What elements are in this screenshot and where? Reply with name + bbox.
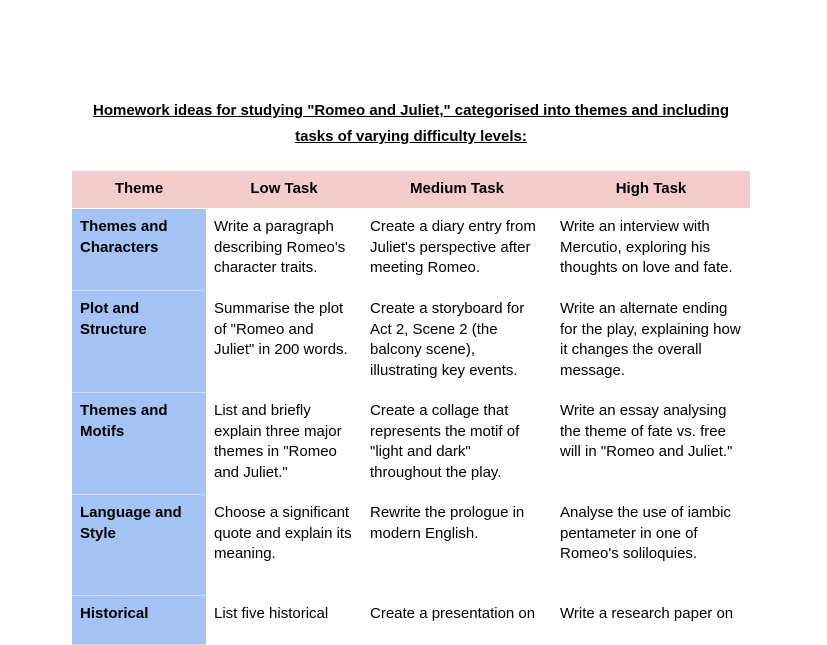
low-task-cell: Choose a significant quote and explain its meaning. <box>206 495 362 596</box>
header-theme: Theme <box>72 171 206 209</box>
theme-cell: Themes and Characters <box>72 209 206 291</box>
medium-task-cell: Create a presentation on <box>362 596 552 645</box>
medium-task-cell: Rewrite the prologue in modern English. <box>362 495 552 596</box>
high-task-cell: Write a research paper on <box>552 596 750 645</box>
table-row <box>72 291 750 393</box>
theme-cell: Language and Style <box>72 495 206 596</box>
low-task-cell: Summarise the plot of "Romeo and Juliet" in 200 words. <box>206 291 362 393</box>
table-row <box>72 596 750 645</box>
header-high-task: High Task <box>552 171 750 209</box>
high-task-cell: Write an alternate ending for the play, explaining how it changes the overall message. <box>552 291 750 393</box>
header-medium-task: Medium Task <box>362 171 552 209</box>
homework-table <box>72 171 750 645</box>
high-task-cell: Analyse the use of iambic pentameter in one of Romeo's soliloquies. <box>552 495 750 596</box>
table-row <box>72 209 750 291</box>
document-title: Homework ideas for studying "Romeo and Juliet," categorised into themes and including tasks of varying difficulty levels: <box>93 102 729 145</box>
header-low-task: Low Task <box>206 171 362 209</box>
low-task-cell: List five historical <box>206 596 362 645</box>
medium-task-cell: Create a collage that represents the motif of "light and dark" throughout the play. <box>362 393 552 495</box>
medium-task-cell: Create a diary entry from Juliet's perspective after meeting Romeo. <box>362 209 552 291</box>
medium-task-cell: Create a storyboard for Act 2, Scene 2 (the balcony scene), illustrating key events. <box>362 291 552 393</box>
high-task-cell: Write an interview with Mercutio, exploring his thoughts on love and fate. <box>552 209 750 291</box>
theme-cell: Plot and Structure <box>72 291 206 393</box>
table-row <box>72 495 750 596</box>
theme-cell: Historical <box>72 596 206 645</box>
theme-cell: Themes and Motifs <box>72 393 206 495</box>
low-task-cell: Write a paragraph describing Romeo's character traits. <box>206 209 362 291</box>
low-task-cell: List and briefly explain three major themes in "Romeo and Juliet." <box>206 393 362 495</box>
table-row <box>72 393 750 495</box>
high-task-cell: Write an essay analysing the theme of fate vs. free will in "Romeo and Juliet." <box>552 393 750 495</box>
table-header-row <box>72 171 750 209</box>
